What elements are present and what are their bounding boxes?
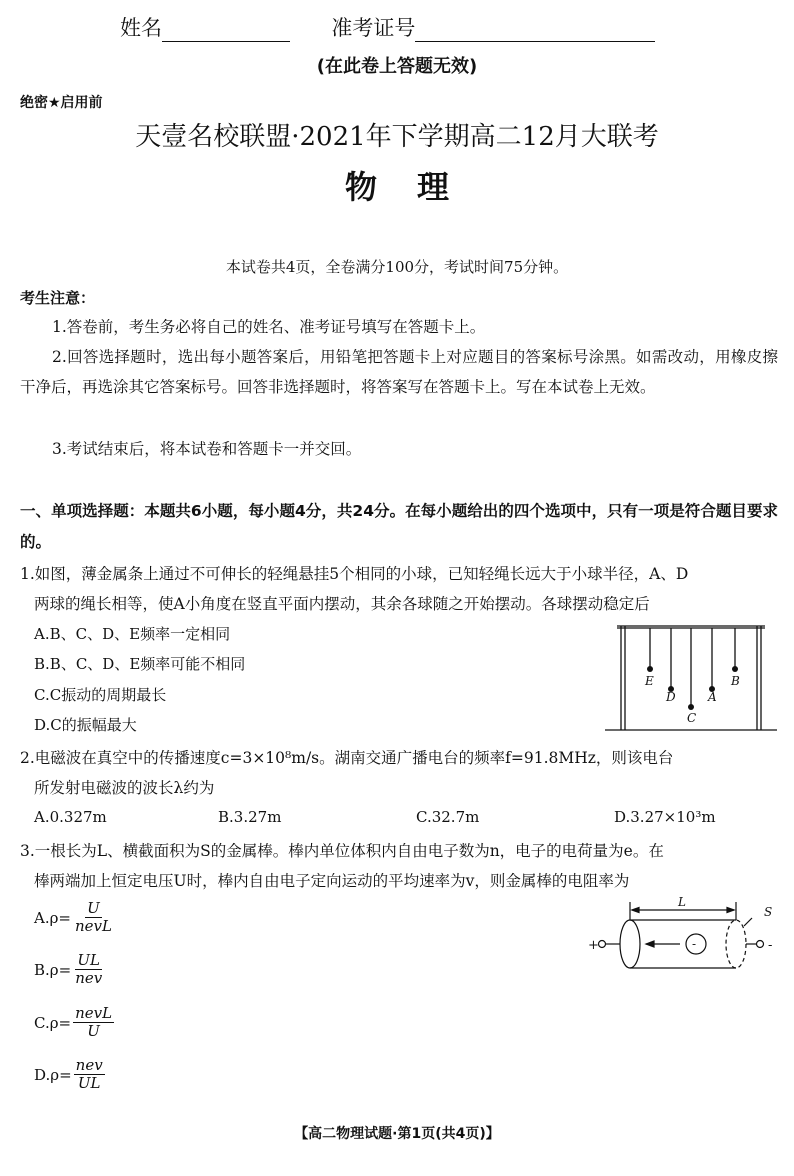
q3-option-c-numerator: nevL [75, 1004, 113, 1022]
q3-option-a-denominator: nevL [75, 917, 112, 935]
q3-option-a-fraction [73, 900, 114, 935]
q3-option-c-denominator: U [87, 1022, 100, 1040]
q1-option-d[interactable]: D.C的振幅最大 [34, 716, 137, 734]
q3-option-d-fraction [74, 1057, 105, 1092]
invalid-notice: (在此卷上答题无效) [316, 56, 478, 77]
pendulum-figure [605, 622, 777, 734]
q3-option-c-prefix: C.ρ= [34, 1013, 72, 1032]
length-label: L [678, 896, 686, 909]
q1-option-a[interactable]: A.B、C、D、E频率一定相同 [34, 625, 231, 643]
q3-option-d-numerator: nev [75, 1056, 103, 1074]
attention-item-2: 2.回答选择题时，选出每小题答案后，用铅笔把答题卡上对应题目的答案标号涂黑。如需改动，用橡皮擦干净后，再选涂其它答案标号。回答非选择题时，将答案写在答题卡上。写在本试卷上无效。 [20, 348, 778, 396]
ball-label-b: B [731, 674, 740, 688]
q3-option-b[interactable] [34, 952, 104, 987]
q1-stem-line-1: 1.如图，薄金属条上通过不可伸长的轻绳悬挂5个相同的小球，已知轻绳长远大于小球半径，A、D [20, 565, 689, 583]
plus-terminal-label: + [588, 938, 599, 953]
electron-symbol: - [692, 937, 697, 951]
q2-stem-line-1: 2.电磁波在真空中的传播速度c=3×10⁸m/s。湖南交通广播电台的频率f=91.8MHz，则该电台 [20, 749, 674, 767]
candidate-info-row [120, 12, 655, 42]
name-blank[interactable] [162, 15, 290, 42]
exam-id-blank[interactable] [415, 15, 655, 42]
q3-stem-line-1: 3.一根长为L、横截面积为S的金属棒。棒内单位体积内自由电子数为n，电子的电荷量为e。在 [20, 842, 664, 860]
q3-option-c[interactable] [34, 1005, 114, 1040]
q3-option-d-prefix: D.ρ= [34, 1065, 72, 1084]
attention-label: 考生注意： [20, 289, 96, 307]
attention-item-1: 1.答卷前，考生务必将自己的姓名、准考证号填写在答题卡上。 [52, 318, 486, 336]
q3-option-a-prefix: A.ρ= [34, 908, 71, 927]
ball-label-c: C [687, 711, 697, 725]
q1-stem-line-2: 两球的绳长相等，使A小角度在竖直平面内摆动，其余各球随之开始摆动。各球摆动稳定后 [34, 595, 650, 613]
exam-id-label: 准考证号 [331, 16, 416, 40]
q3-option-a[interactable] [34, 900, 114, 935]
q2-stem-line-2: 所发射电磁波的波长λ约为 [34, 779, 215, 797]
q1-option-c[interactable]: C.C振动的周期最长 [34, 686, 167, 704]
q2-option-b[interactable]: B.3.27m [218, 808, 282, 826]
section-heading: 一、单项选择题：本题共6小题，每小题4分，共24分。在每小题给出的四个选项中，只有一项是符合题目要求的。 [20, 502, 778, 551]
q1-option-b[interactable]: B.B、C、D、E频率可能不相同 [34, 655, 246, 673]
exam-info: 本试卷共4页，全卷满分100分，考试时间75分钟。 [225, 258, 569, 276]
minus-terminal-label: - [768, 938, 773, 953]
q3-option-b-numerator: UL [77, 951, 100, 969]
q2-option-a[interactable]: A.0.327m [34, 808, 107, 826]
exam-title: 天壹名校联盟·2021年下学期高二12月大联考 [135, 122, 659, 152]
q3-option-a-numerator: U [87, 899, 100, 917]
name-label: 姓名 [120, 16, 162, 40]
q2-option-c[interactable]: C.32.7m [416, 808, 480, 826]
area-label: S [764, 905, 773, 919]
q3-option-c-fraction [73, 1005, 114, 1040]
ball-label-d: D [666, 690, 676, 704]
q2-option-d[interactable]: D.3.27×10³m [614, 808, 716, 826]
q3-option-d[interactable] [34, 1057, 105, 1092]
q3-option-d-denominator: UL [77, 1074, 101, 1092]
q3-option-b-denominator: nev [75, 969, 103, 987]
q3-option-b-prefix: B.ρ= [34, 960, 72, 979]
page-footer: 【高二物理试题·第1页(共4页)】 [294, 1126, 500, 1142]
ball-label-a: A [708, 690, 717, 704]
q3-stem-line-2: 棒两端加上恒定电压U时，棒内自由电子定向运动的平均速率为v，则金属棒的电阻率为 [34, 872, 630, 890]
metal-rod-figure [586, 896, 786, 976]
attention-item-3: 3.考试结束后，将本试卷和答题卡一并交回。 [52, 440, 362, 458]
ball-label-e: E [645, 674, 654, 688]
secret-mark: 绝密★启用前 [20, 95, 103, 111]
subject-title: 物理 [344, 168, 489, 206]
q3-option-b-fraction [73, 952, 104, 987]
